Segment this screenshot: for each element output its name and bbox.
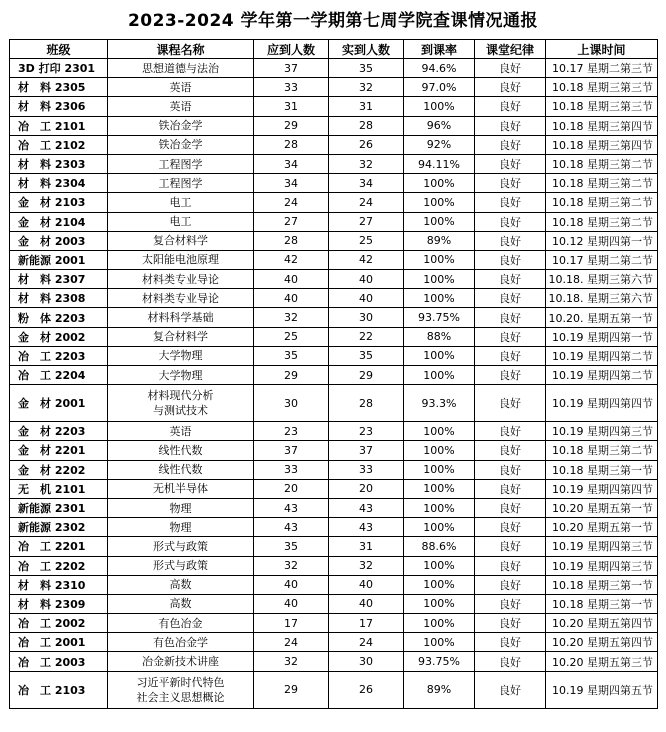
cell-actual: 31 [329,97,404,116]
cell-course: 英语 [108,422,254,441]
cell-rate: 100% [404,346,475,365]
cell-course: 无机半导体 [108,479,254,498]
table-row [10,594,658,613]
cell-actual: 20 [329,479,404,498]
cell-rate: 100% [404,479,475,498]
cell-class: 冶 工 2101 [10,116,108,135]
cell-course: 电工 [108,212,254,231]
cell-course: 形式与政策 [108,556,254,575]
cell-class: 金 材 2202 [10,460,108,479]
table-row [10,652,658,671]
cell-expected: 33 [254,460,329,479]
cell-discipline: 良好 [475,633,546,652]
cell-expected: 25 [254,327,329,346]
table-row [10,59,658,78]
cell-time: 10.18 星期三第三节 [546,78,658,97]
cell-actual: 32 [329,154,404,173]
cell-time: 10.20 星期五第四节 [546,633,658,652]
cell-discipline: 良好 [475,614,546,633]
cell-time: 10.18. 星期三第六节 [546,289,658,308]
table-row [10,518,658,537]
cell-discipline: 良好 [475,270,546,289]
cell-rate: 100% [404,250,475,269]
cell-expected: 27 [254,212,329,231]
cell-actual: 23 [329,422,404,441]
cell-actual: 43 [329,498,404,517]
cell-course: 工程图学 [108,154,254,173]
cell-rate: 94.11% [404,154,475,173]
cell-rate: 100% [404,289,475,308]
cell-discipline: 良好 [475,537,546,556]
cell-expected: 29 [254,366,329,385]
cell-class: 金 材 2003 [10,231,108,250]
table-row [10,250,658,269]
cell-time: 10.17 星期二第二节 [546,250,658,269]
cell-expected: 35 [254,346,329,365]
cell-expected: 28 [254,231,329,250]
table-row [10,154,658,173]
cell-rate: 96% [404,116,475,135]
cell-actual: 32 [329,78,404,97]
cell-class: 材 料 2310 [10,575,108,594]
cell-discipline: 良好 [475,594,546,613]
cell-discipline: 良好 [475,671,546,708]
cell-class: 材 料 2307 [10,270,108,289]
cell-course: 材料科学基础 [108,308,254,327]
table-row [10,78,658,97]
table-row [10,422,658,441]
cell-course: 材料现代分析 与测试技术 [108,385,254,422]
cell-course: 英语 [108,78,254,97]
header-expected: 应到人数 [254,40,329,59]
cell-course: 形式与政策 [108,537,254,556]
cell-course: 工程图学 [108,174,254,193]
table-row [10,231,658,250]
cell-course: 大学物理 [108,346,254,365]
cell-rate: 100% [404,212,475,231]
cell-time: 10.18 星期三第二节 [546,193,658,212]
cell-discipline: 良好 [475,460,546,479]
cell-course: 线性代数 [108,441,254,460]
cell-course: 线性代数 [108,460,254,479]
cell-actual: 42 [329,250,404,269]
cell-actual: 31 [329,537,404,556]
cell-course: 物理 [108,498,254,517]
cell-time: 10.19 星期四第一节 [546,327,658,346]
cell-actual: 35 [329,59,404,78]
cell-expected: 40 [254,270,329,289]
cell-discipline: 良好 [475,575,546,594]
cell-time: 10.20 星期五第一节 [546,518,658,537]
cell-time: 10.18 星期三第二节 [546,174,658,193]
cell-course: 复合材料学 [108,327,254,346]
table-row [10,498,658,517]
cell-discipline: 良好 [475,366,546,385]
cell-discipline: 良好 [475,479,546,498]
cell-discipline: 良好 [475,556,546,575]
cell-actual: 17 [329,614,404,633]
cell-course: 有色冶金 [108,614,254,633]
cell-expected: 24 [254,193,329,212]
cell-time: 10.20 星期五第三节 [546,652,658,671]
cell-rate: 92% [404,135,475,154]
cell-discipline: 良好 [475,193,546,212]
cell-expected: 40 [254,575,329,594]
cell-time: 10.17 星期二第三节 [546,59,658,78]
cell-time: 10.18 星期三第一节 [546,460,658,479]
cell-time: 10.20 星期五第四节 [546,614,658,633]
cell-time: 10.12 星期四第一节 [546,231,658,250]
table-row [10,174,658,193]
cell-time: 10.19 星期四第二节 [546,366,658,385]
header-discipline: 课堂纪律 [475,40,546,59]
cell-discipline: 良好 [475,97,546,116]
header-time: 上课时间 [546,40,658,59]
cell-expected: 28 [254,135,329,154]
cell-discipline: 良好 [475,135,546,154]
cell-discipline: 良好 [475,652,546,671]
cell-course: 太阳能电池原理 [108,250,254,269]
cell-class: 金 材 2203 [10,422,108,441]
cell-time: 10.19 星期四第四节 [546,385,658,422]
header-rate: 到课率 [404,40,475,59]
table-row [10,537,658,556]
cell-discipline: 良好 [475,422,546,441]
cell-time: 10.18 星期三第二节 [546,154,658,173]
cell-discipline: 良好 [475,116,546,135]
cell-rate: 100% [404,614,475,633]
cell-class: 冶 工 2002 [10,614,108,633]
cell-expected: 32 [254,652,329,671]
cell-course: 铁冶金学 [108,135,254,154]
cell-rate: 100% [404,422,475,441]
cell-actual: 26 [329,671,404,708]
cell-expected: 42 [254,250,329,269]
attendance-table [9,39,658,709]
cell-expected: 24 [254,633,329,652]
cell-discipline: 良好 [475,346,546,365]
cell-expected: 37 [254,59,329,78]
cell-discipline: 良好 [475,498,546,517]
cell-class: 材 料 2309 [10,594,108,613]
cell-rate: 88% [404,327,475,346]
cell-course: 有色冶金学 [108,633,254,652]
cell-discipline: 良好 [475,231,546,250]
cell-class: 材 料 2304 [10,174,108,193]
cell-rate: 100% [404,441,475,460]
cell-class: 金 材 2103 [10,193,108,212]
cell-class: 冶 工 2201 [10,537,108,556]
cell-rate: 93.75% [404,308,475,327]
cell-expected: 37 [254,441,329,460]
cell-discipline: 良好 [475,78,546,97]
cell-actual: 25 [329,231,404,250]
table-row [10,193,658,212]
cell-rate: 93.3% [404,385,475,422]
cell-rate: 100% [404,575,475,594]
cell-expected: 35 [254,537,329,556]
cell-actual: 37 [329,441,404,460]
cell-time: 10.18. 星期三第六节 [546,270,658,289]
cell-class: 材 料 2305 [10,78,108,97]
cell-expected: 43 [254,498,329,517]
cell-time: 10.18 星期三第三节 [546,97,658,116]
cell-discipline: 良好 [475,308,546,327]
cell-actual: 30 [329,652,404,671]
cell-time: 10.18 星期三第一节 [546,575,658,594]
cell-class: 金 材 2002 [10,327,108,346]
cell-expected: 40 [254,289,329,308]
cell-course: 英语 [108,97,254,116]
cell-time: 10.19 星期四第三节 [546,537,658,556]
cell-actual: 28 [329,116,404,135]
cell-class: 冶 工 2102 [10,135,108,154]
table-row [10,575,658,594]
cell-expected: 32 [254,308,329,327]
cell-rate: 88.6% [404,537,475,556]
cell-course: 物理 [108,518,254,537]
cell-class: 材 料 2308 [10,289,108,308]
cell-expected: 30 [254,385,329,422]
cell-expected: 43 [254,518,329,537]
cell-course: 习近平新时代特色 社会主义思想概论 [108,671,254,708]
cell-rate: 100% [404,174,475,193]
cell-course: 思想道德与法治 [108,59,254,78]
cell-class: 冶 工 2204 [10,366,108,385]
cell-course: 材料类专业导论 [108,289,254,308]
cell-expected: 29 [254,116,329,135]
cell-course: 铁冶金学 [108,116,254,135]
cell-time: 10.19 星期四第三节 [546,556,658,575]
cell-rate: 100% [404,633,475,652]
cell-class: 无 机 2101 [10,479,108,498]
cell-class: 冶 工 2001 [10,633,108,652]
cell-actual: 43 [329,518,404,537]
cell-class: 冶 工 2103 [10,671,108,708]
cell-discipline: 良好 [475,154,546,173]
cell-rate: 97.0% [404,78,475,97]
cell-actual: 35 [329,346,404,365]
cell-rate: 89% [404,231,475,250]
header-course: 课程名称 [108,40,254,59]
cell-time: 10.18 星期三第二节 [546,441,658,460]
cell-class: 金 材 2104 [10,212,108,231]
page-title: 2023-2024 学年第一学期第七周学院查课情况通报 [127,11,539,31]
cell-expected: 32 [254,556,329,575]
cell-time: 10.18 星期三第二节 [546,212,658,231]
table-row [10,614,658,633]
cell-rate: 94.6% [404,59,475,78]
cell-actual: 40 [329,270,404,289]
cell-discipline: 良好 [475,327,546,346]
cell-course: 高数 [108,594,254,613]
cell-actual: 33 [329,460,404,479]
cell-expected: 29 [254,671,329,708]
table-row [10,97,658,116]
cell-class: 冶 工 2202 [10,556,108,575]
cell-time: 10.19 星期四第三节 [546,422,658,441]
cell-expected: 20 [254,479,329,498]
cell-rate: 89% [404,671,475,708]
cell-expected: 34 [254,174,329,193]
cell-class: 新能源 2301 [10,498,108,517]
cell-rate: 100% [404,556,475,575]
cell-discipline: 良好 [475,289,546,308]
cell-actual: 40 [329,575,404,594]
cell-actual: 22 [329,327,404,346]
header-actual: 实到人数 [329,40,404,59]
cell-class: 材 料 2303 [10,154,108,173]
cell-actual: 34 [329,174,404,193]
cell-class: 新能源 2001 [10,250,108,269]
cell-rate: 93.75% [404,652,475,671]
cell-actual: 27 [329,212,404,231]
cell-time: 10.18 星期三第一节 [546,594,658,613]
cell-time: 10.19 星期四第四节 [546,479,658,498]
table-row [10,671,658,708]
cell-course: 冶金新技术讲座 [108,652,254,671]
cell-discipline: 良好 [475,385,546,422]
cell-discipline: 良好 [475,441,546,460]
cell-discipline: 良好 [475,518,546,537]
cell-rate: 100% [404,193,475,212]
table-row [10,327,658,346]
cell-discipline: 良好 [475,212,546,231]
cell-time: 10.18 星期三第四节 [546,135,658,154]
table-row [10,460,658,479]
cell-expected: 31 [254,97,329,116]
cell-expected: 23 [254,422,329,441]
cell-time: 10.18 星期三第四节 [546,116,658,135]
table-row [10,346,658,365]
cell-rate: 100% [404,518,475,537]
cell-actual: 32 [329,556,404,575]
cell-actual: 24 [329,193,404,212]
table-row [10,479,658,498]
cell-actual: 24 [329,633,404,652]
cell-class: 3D 打印 2301 [10,59,108,78]
cell-actual: 40 [329,594,404,613]
cell-rate: 100% [404,97,475,116]
cell-class: 新能源 2302 [10,518,108,537]
cell-course: 电工 [108,193,254,212]
cell-actual: 40 [329,289,404,308]
table-row [10,135,658,154]
cell-course: 复合材料学 [108,231,254,250]
cell-expected: 17 [254,614,329,633]
table-row [10,441,658,460]
cell-expected: 34 [254,154,329,173]
table-row [10,366,658,385]
table-row [10,270,658,289]
cell-time: 10.19 星期四第五节 [546,671,658,708]
cell-course: 高数 [108,575,254,594]
cell-time: 10.20. 星期五第一节 [546,308,658,327]
table-row [10,633,658,652]
table-header-row [10,40,658,59]
cell-class: 金 材 2201 [10,441,108,460]
cell-discipline: 良好 [475,250,546,269]
cell-rate: 100% [404,460,475,479]
cell-course: 大学物理 [108,366,254,385]
cell-time: 10.20 星期五第一节 [546,498,658,517]
cell-rate: 100% [404,366,475,385]
table-row [10,289,658,308]
cell-actual: 30 [329,308,404,327]
cell-discipline: 良好 [475,59,546,78]
table-row [10,308,658,327]
cell-class: 冶 工 2003 [10,652,108,671]
table-row [10,385,658,422]
cell-rate: 100% [404,594,475,613]
cell-rate: 100% [404,498,475,517]
table-row [10,556,658,575]
cell-class: 材 料 2306 [10,97,108,116]
header-class: 班级 [10,40,108,59]
cell-expected: 40 [254,594,329,613]
cell-discipline: 良好 [475,174,546,193]
cell-actual: 29 [329,366,404,385]
cell-class: 冶 工 2203 [10,346,108,365]
cell-time: 10.19 星期四第二节 [546,346,658,365]
table-row [10,116,658,135]
cell-expected: 33 [254,78,329,97]
cell-actual: 26 [329,135,404,154]
cell-rate: 100% [404,270,475,289]
cell-course: 材料类专业导论 [108,270,254,289]
cell-actual: 28 [329,385,404,422]
cell-class: 金 材 2001 [10,385,108,422]
table-row [10,212,658,231]
cell-class: 粉 体 2203 [10,308,108,327]
